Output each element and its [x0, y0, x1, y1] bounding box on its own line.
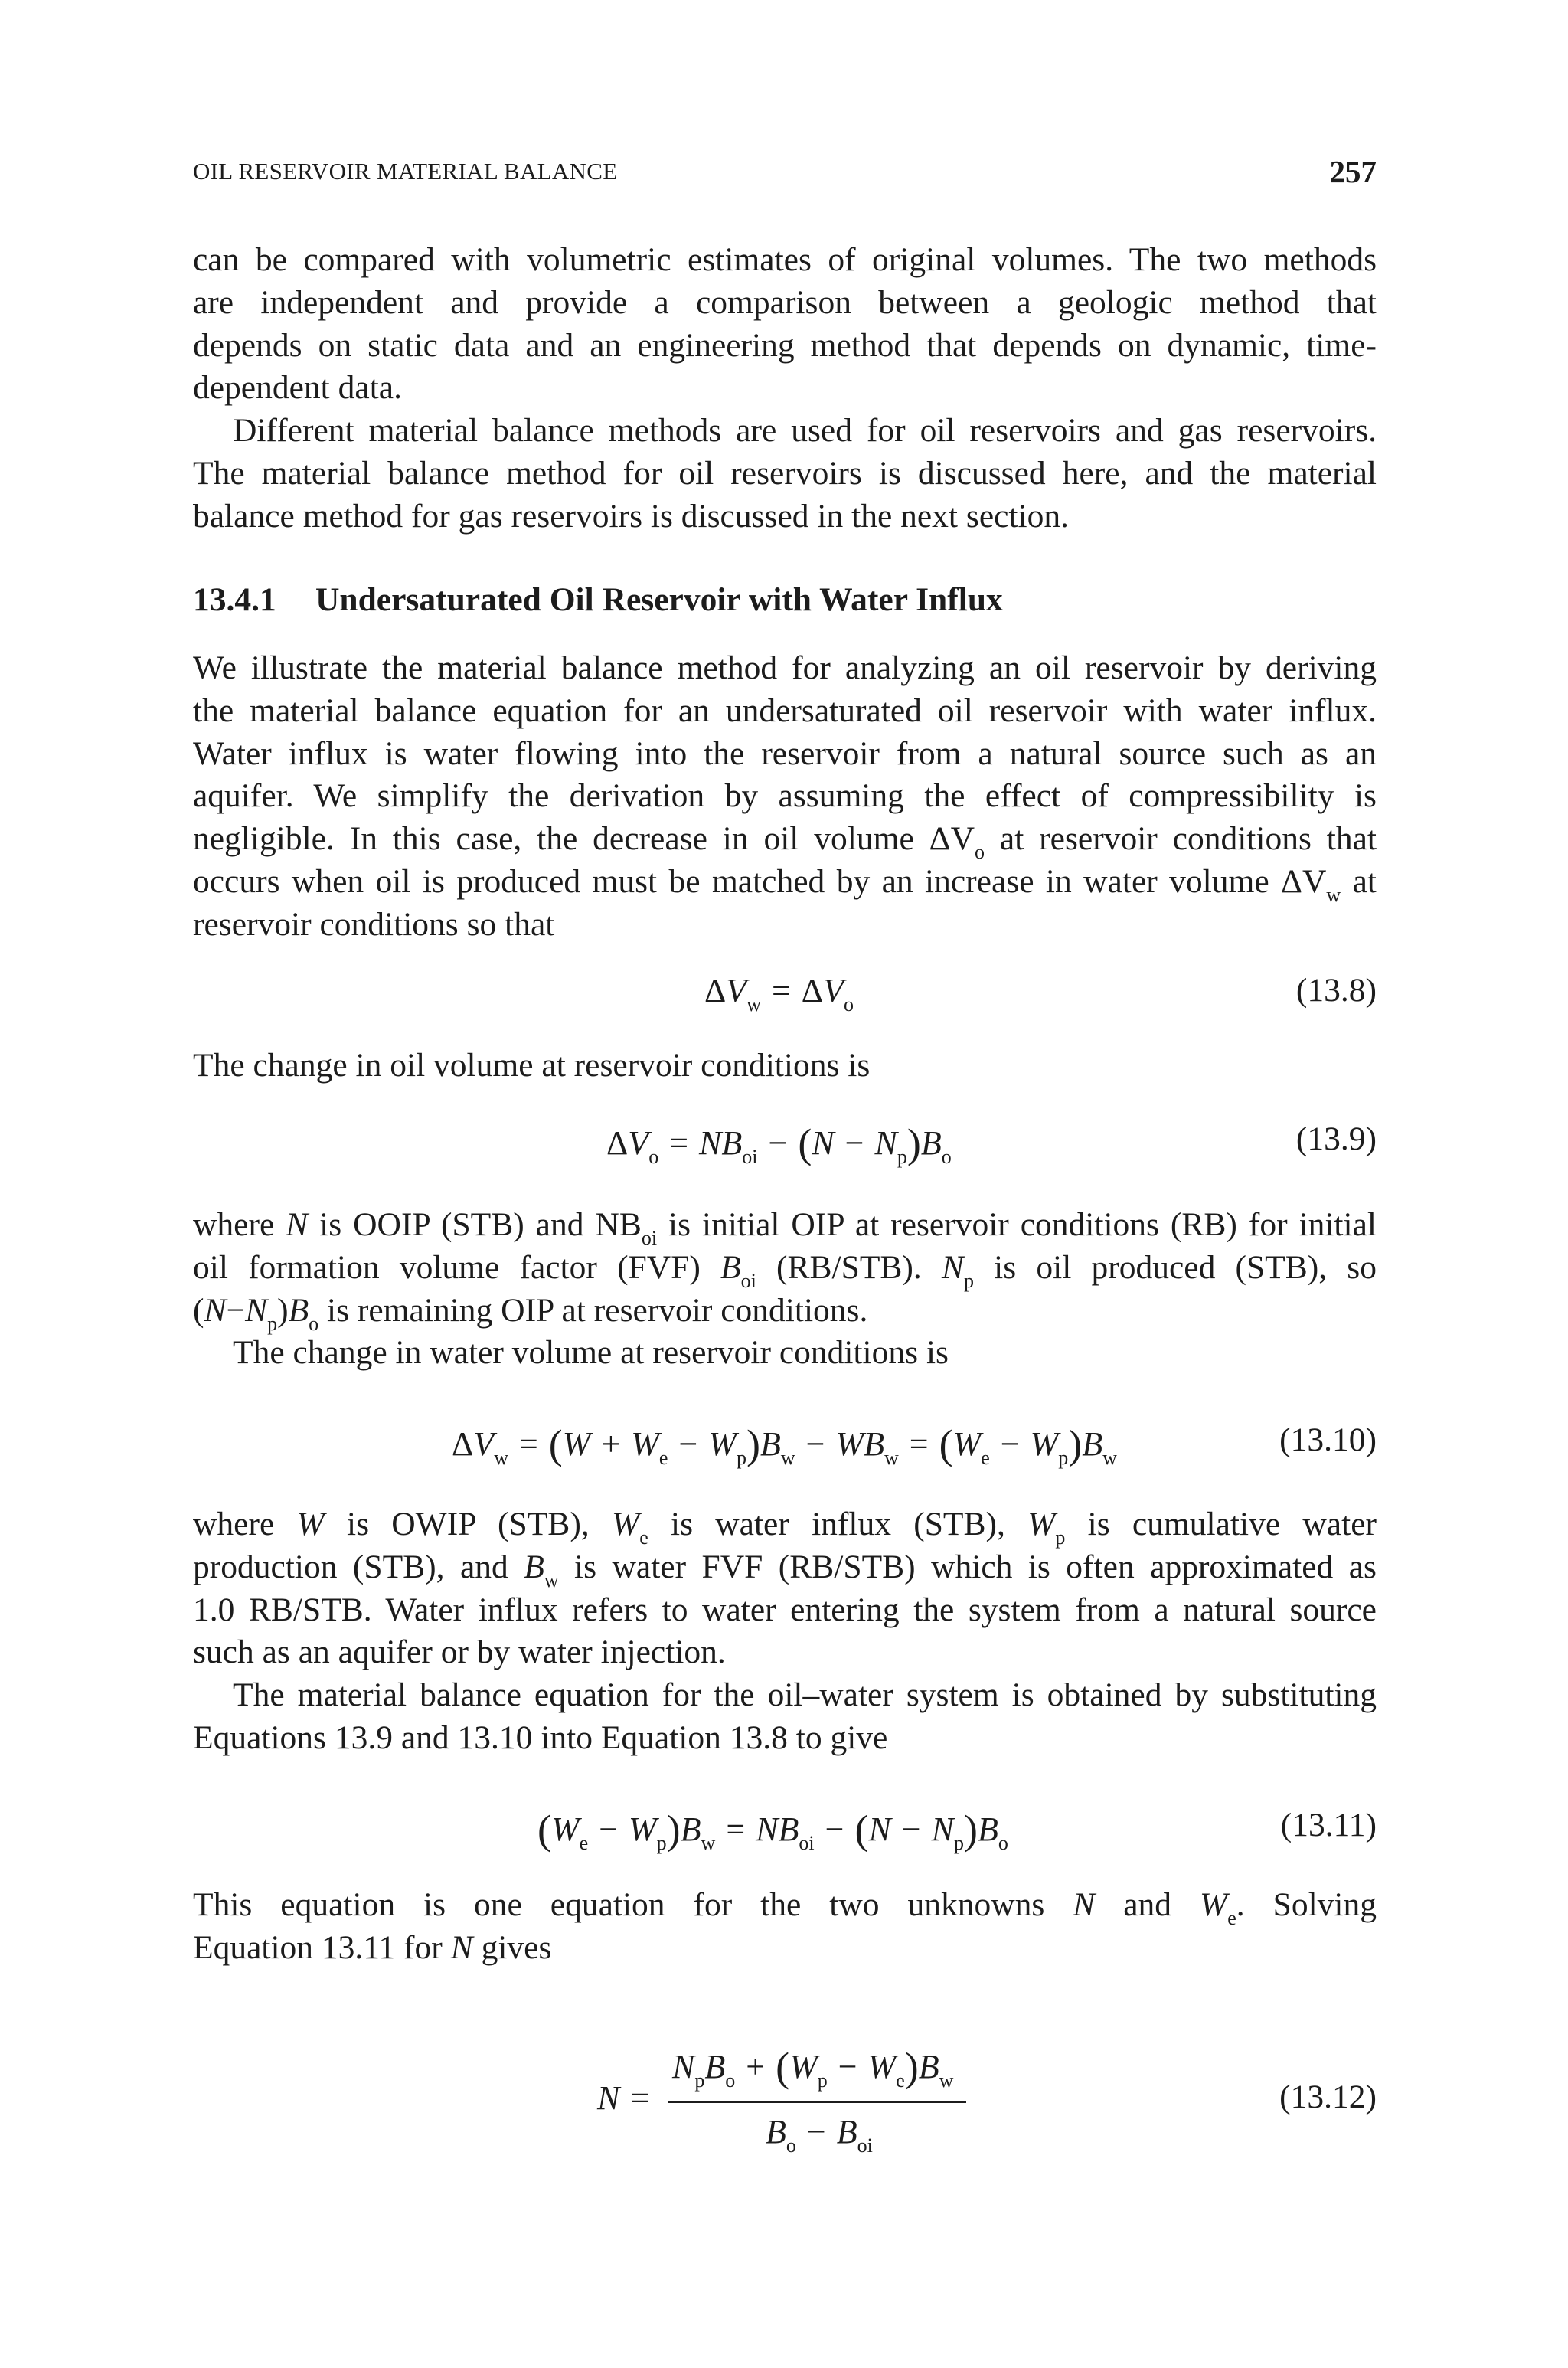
text-line: We illustrate the material balance method for analyzing an oil reservoir by deriving	[193, 649, 1377, 686]
text-line: dependent data.	[193, 369, 402, 407]
water-variables-paragraph	[193, 1503, 1377, 1760]
text-line: Equations 13.9 and 13.10 into Equation 13.8 to give	[193, 1719, 888, 1756]
text-line: Water influx is water flowing into the reservoir from a natural source such as an	[193, 734, 1377, 772]
equation-13-12: N = $N_pB_o + (W_p - W_e)B_w$ $B_o - B_{oi}$	[597, 2051, 980, 2166]
page-number: 257	[1329, 154, 1377, 189]
running-head-title: OIL RESERVOIR MATERIAL BALANCE	[193, 158, 618, 185]
text-line: occurs when oil is produced must be matched by an increase in water volume $\Delta V_w$ at	[193, 862, 1377, 906]
text-line: Equation 13.11 for N gives	[193, 1928, 552, 1966]
text-line: such as an aquifer or by water injection.	[193, 1634, 726, 1671]
derivation-paragraph	[193, 647, 1377, 947]
text-line: The change in oil volume at reservoir conditions is	[193, 1047, 871, 1084]
text-line: are independent and provide a comparison between a geologic method that	[193, 283, 1377, 321]
equation-13-11: $(W_e - W_p)B_w = NB_{oi} - (N - N_p)B_o$	[537, 1807, 1008, 1854]
text-line: balance method for gas reservoirs is discussed in the next section.	[193, 497, 1069, 535]
text-line: $(N-N_p)B_o$ is remaining OIP at reservoir conditions.	[193, 1291, 868, 1335]
text-line: negligible. In this case, the decrease in oil volume $\Delta V_o$ at reservoir conditions that	[193, 820, 1377, 864]
text-line: can be compared with volumetric estimates of original volumes. The two methods	[193, 241, 1377, 278]
text-line: oil formation volume factor (FVF) $B_{oi}$ (RB/STB). $N_p$ is oil produced (STB), so	[193, 1248, 1377, 1292]
text-line: aquifer. We simplify the derivation by assuming the effect of compressibility is	[193, 777, 1377, 815]
equation-number: (13.11)	[1280, 1807, 1377, 1843]
text-line: The change in water volume at reservoir conditions is	[233, 1334, 949, 1372]
variables-paragraph	[193, 1204, 1377, 1375]
equation-number: (13.8)	[1295, 972, 1377, 1009]
section-number: 13.4.1	[193, 581, 276, 618]
fraction-bar	[668, 2101, 966, 2103]
text-paragraph	[193, 1045, 1377, 1088]
equation-13-10: $\Delta V_w = (W + W_e - W_p)B_w - WB_w = (W_e - W_p)B_w$	[452, 1421, 1117, 1469]
fraction: $N_pB_o + (W_p - W_e)B_w$ $B_o - B_{oi}$	[668, 2051, 974, 2166]
text-line: the material balance equation for an undersaturated oil reservoir with water influx.	[193, 692, 1377, 729]
section-title: Undersaturated Oil Reservoir with Water Influx	[315, 581, 1003, 618]
text-line: reservoir conditions so that	[193, 905, 555, 943]
text-line: The material balance method for oil reservoirs is discussed here, and the material	[193, 454, 1377, 492]
text-line: where W is OWIP (STB), $W_e$ is water influx (STB), $W_p$ is cumulative water	[193, 1506, 1377, 1549]
intro-paragraph	[193, 239, 1377, 410]
text-line: This equation is one equation for the two unknowns N and $W_e$. Solving	[193, 1886, 1377, 1929]
section-heading	[193, 581, 1003, 619]
text-line: production (STB), and $B_w$ is water FVF (RB/STB) which is often approximated as	[193, 1548, 1377, 1591]
equation-number: (13.9)	[1295, 1120, 1377, 1157]
equation-13-9: $\Delta V_o = NB_{oi} - (N - N_p)B_o$	[606, 1120, 952, 1168]
text-line: depends on static data and an engineering method that depends on dynamic, time-	[193, 326, 1377, 364]
unknowns-paragraph	[193, 1884, 1377, 1970]
running-header	[193, 153, 1377, 191]
text-line: The material balance equation for the oil–water system is obtained by substituting	[233, 1676, 1377, 1714]
text-line: where N is OOIP (STB) and $NB_{oi}$ is initial OIP at reservoir conditions (RB) for initial	[193, 1206, 1377, 1249]
text-line: Different material balance methods are used for oil reservoirs and gas reservoirs.	[233, 412, 1377, 449]
equation-number: (13.10)	[1279, 1421, 1377, 1458]
equation-number: (13.12)	[1279, 2079, 1377, 2115]
text-line: 1.0 RB/STB. Water influx refers to water entering the system from a natural source	[193, 1591, 1377, 1628]
equation-13-8: $\Delta V_w = \Delta V_o$	[704, 972, 854, 1016]
methods-paragraph	[193, 410, 1377, 538]
